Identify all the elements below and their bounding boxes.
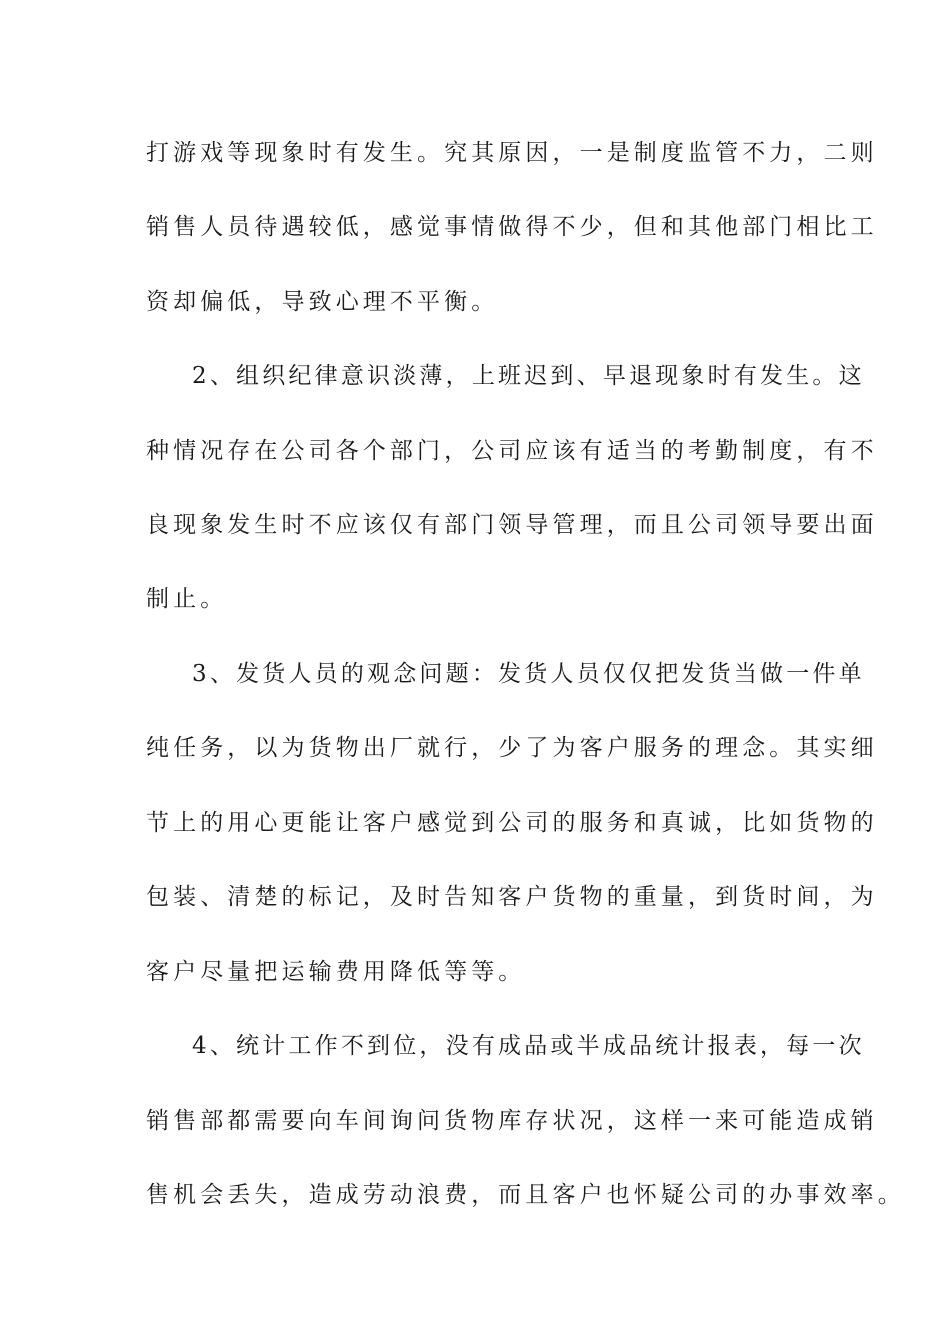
text-line: 售机会丢失，造成劳动浪费，而且客户也怀疑公司的办事效率。 (146, 1182, 905, 1208)
text-line: 销售部都需要向车间询问货物库存状况，这样一来可能造成销 (146, 1108, 878, 1134)
paragraph-3-first-line: 3、发货人员的观念问题：发货人员仅仅把发货当做一件单 (192, 661, 865, 687)
text-line: 打游戏等现象时有发生。究其原因，一是制度监管不力，二则 (146, 140, 878, 166)
paragraph-4-first-line: 4、统计工作不到位，没有成品或半成品统计报表，每一次 (192, 1033, 865, 1059)
text-line: 包装、清楚的标记，及时告知客户货物的重量，到货时间，为 (146, 884, 878, 910)
text-line: 纯任务，以为货物出厂就行，少了为客户服务的理念。其实细 (146, 735, 878, 761)
text-line: 客户尽量把运输费用降低等等。 (146, 959, 526, 985)
text-line: 良现象发生时不应该仅有部门领导管理，而且公司领导要出面 (146, 512, 878, 538)
text-line: 制止。 (146, 586, 228, 612)
text-line: 销售人员待遇较低，感觉事情做得不少，但和其他部门相比工 (146, 214, 878, 240)
text-line: 节上的用心更能让客户感觉到公司的服务和真诚，比如货物的 (146, 810, 878, 836)
paragraph-2-first-line: 2、组织纪律意识淡薄，上班迟到、早退现象时有发生。这 (192, 363, 865, 389)
text-line: 资却偏低，导致心理不平衡。 (146, 289, 499, 315)
text-line: 种情况存在公司各个部门，公司应该有适当的考勤制度，有不 (146, 438, 878, 464)
